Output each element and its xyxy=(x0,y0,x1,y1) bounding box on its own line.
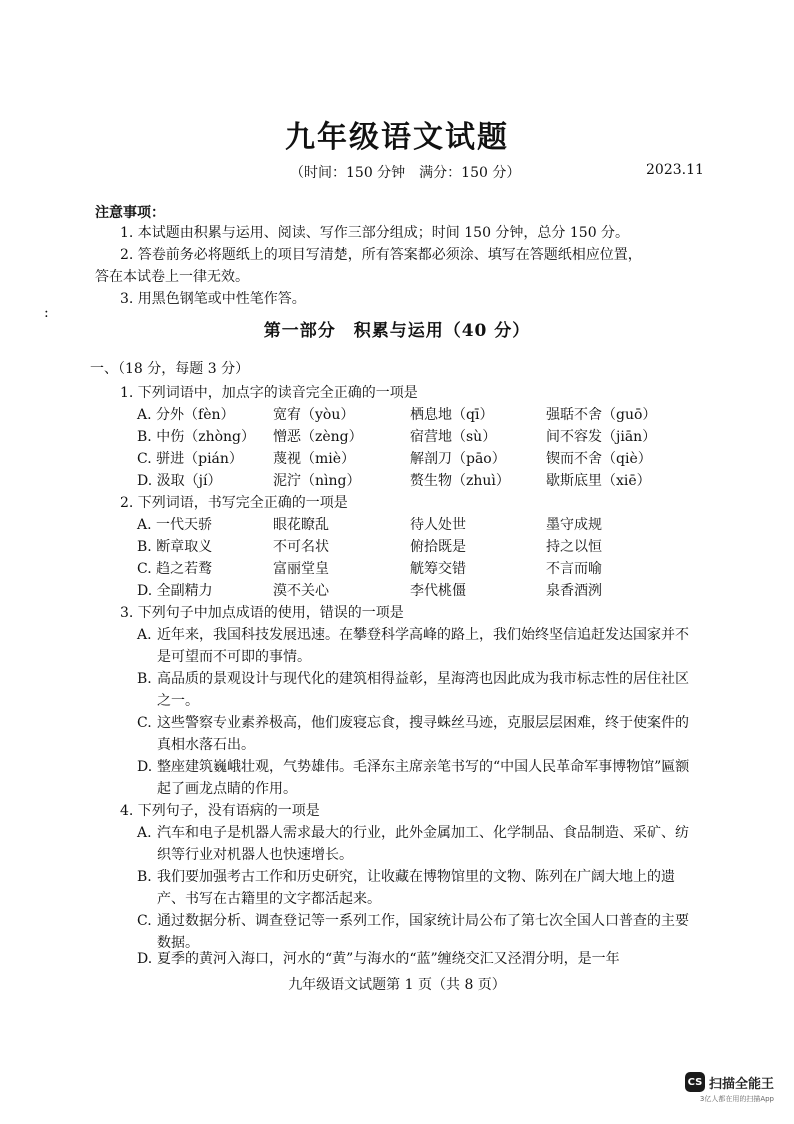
option-label: A. xyxy=(137,627,152,643)
option-label: C. xyxy=(137,715,152,731)
option-cell: 富丽堂皇 xyxy=(273,561,329,577)
option-cell: C. 骈进（pián） xyxy=(137,451,243,467)
notice-item: 1. 本试题由积累与运用、阅读、写作三部分组成；时间 150 分钟，总分 150 分。 xyxy=(120,225,630,241)
option-paragraph xyxy=(137,822,697,866)
option-cell: 憎恶（zèng） xyxy=(273,429,363,445)
option-cell: 宽宥（yòu） xyxy=(273,407,355,423)
watermark-row xyxy=(685,1072,774,1092)
option-cell: 歇斯底里（xiē） xyxy=(546,473,651,489)
question-stem: 2. 下列词语，书写完全正确的一项是 xyxy=(120,495,348,511)
option-paragraph xyxy=(137,866,697,910)
watermark-name: 扫描全能王 xyxy=(708,1076,774,1092)
margin-mark: : xyxy=(44,305,49,321)
exam-time-info: （时间：150 分钟 满分：150 分） xyxy=(290,165,521,181)
option-cell: D. 全副精力 xyxy=(137,583,213,599)
option-label: D. xyxy=(137,951,153,967)
question-stem: 3. 下列句子中加点成语的使用，错误的一项是 xyxy=(120,605,404,621)
option-cell: 间不容发（jiān） xyxy=(546,429,657,445)
option-paragraph xyxy=(137,624,697,668)
option-cell: C. 趋之若鹜 xyxy=(137,561,213,577)
notice-item: 答在本试卷上一律无效。 xyxy=(95,269,249,285)
page-title: 九年级语文试题 xyxy=(285,120,509,155)
option-text: 近年来，我国科技发展迅速。在攀登科学高峰的路上，我们始终坚信追赶发达国家并不是可望而不可即的事情。 xyxy=(157,627,689,665)
option-cell: 墨守成规 xyxy=(546,517,602,533)
option-text: 我们要加强考古工作和历史研究，让收藏在博物馆里的文物、陈列在广阔大地上的遗产、书写在古籍里的文字都活起来。 xyxy=(157,869,675,907)
option-label: B. xyxy=(137,869,152,885)
watermark-tagline: 3亿人都在用的扫描App xyxy=(699,1095,774,1103)
option-cell: A. 一代天骄 xyxy=(137,517,213,533)
option-cell: 俯拾既是 xyxy=(410,539,466,555)
option-cell: A. 分外（fèn） xyxy=(137,407,235,423)
option-paragraph xyxy=(137,668,697,712)
option-label: B. xyxy=(137,671,152,687)
option-cell: B. 断章取义 xyxy=(137,539,213,555)
option-cell: 持之以恒 xyxy=(546,539,602,555)
notice-item: 2. 答卷前务必将题纸上的项目写清楚，所有答案都必须涂、填写在答题纸相应位置， xyxy=(120,247,642,263)
option-cell: 解剖刀（pāo） xyxy=(410,451,506,467)
option-cell: 不可名状 xyxy=(273,539,329,555)
option-cell: 强聒不舍（guō） xyxy=(546,407,657,423)
option-cell: 锲而不舍（qiè） xyxy=(546,451,652,467)
option-text: 夏季的黄河入海口，河水的“黄”与海水的“蓝”缠绕交汇又泾渭分明，是一年 xyxy=(157,951,620,967)
option-paragraph xyxy=(137,756,697,800)
option-paragraph xyxy=(137,712,697,756)
section-heading: 一、（18 分，每题 3 分） xyxy=(90,361,250,377)
option-text: 这些警察专业素养极高，他们废寝忘食，搜寻蛛丝马迹，克服层层困难，终于使案件的真相水落石出。 xyxy=(157,715,689,753)
option-cell: B. 中伤（zhòng） xyxy=(137,429,255,445)
page-footer: 九年级语文试题第 1 页（共 8 页） xyxy=(288,977,506,993)
camscanner-logo-icon: CS xyxy=(685,1072,705,1092)
option-paragraph xyxy=(137,948,697,970)
option-cell: 眼花瞭乱 xyxy=(273,517,329,533)
option-text: 高品质的景观设计与现代化的建筑相得益彰，星海湾也因此成为我市标志性的居住社区之一。 xyxy=(157,671,689,709)
scanner-watermark xyxy=(685,1072,774,1104)
option-text: 通过数据分析、调查登记等一系列工作，国家统计局公布了第七次全国人口普查的主要数据。 xyxy=(157,913,689,951)
part-title: 第一部分 积累与运用（40 分） xyxy=(263,321,531,341)
option-cell: D. 汲取（jí） xyxy=(137,473,222,489)
option-cell: 漠不关心 xyxy=(273,583,329,599)
option-cell: 泥泞（nìng） xyxy=(273,473,361,489)
option-cell: 蔑视（miè） xyxy=(273,451,356,467)
option-cell: 李代桃僵 xyxy=(410,583,466,599)
option-cell: 赘生物（zhuì） xyxy=(410,473,510,489)
option-cell: 栖息地（qī） xyxy=(410,407,494,423)
option-text: 整座建筑巍峨壮观，气势雄伟。毛泽东主席亲笔书写的“中国人民革命军事博物馆”匾额起了画龙点睛的作用。 xyxy=(157,759,690,797)
option-cell: 觥筹交错 xyxy=(410,561,466,577)
option-cell: 宿营地（sù） xyxy=(410,429,497,445)
option-label: C. xyxy=(137,913,152,929)
option-label: D. xyxy=(137,759,153,775)
option-cell: 泉香酒洌 xyxy=(546,583,602,599)
question-stem: 4. 下列句子，没有语病的一项是 xyxy=(120,803,320,819)
option-text: 汽车和电子是机器人需求最大的行业，此外金属加工、化学制品、食品制造、采矿、纺织等行业对机器人也快速增长。 xyxy=(157,825,689,863)
notice-item: 3. 用黑色钢笔或中性笔作答。 xyxy=(120,291,306,307)
option-label: A. xyxy=(137,825,152,841)
option-cell: 不言而喻 xyxy=(546,561,602,577)
option-cell: 待人处世 xyxy=(410,517,466,533)
exam-date: 2023.11 xyxy=(646,162,704,178)
question-stem: 1. 下列词语中，加点字的读音完全正确的一项是 xyxy=(120,385,418,401)
notice-heading: 注意事项： xyxy=(95,205,165,221)
